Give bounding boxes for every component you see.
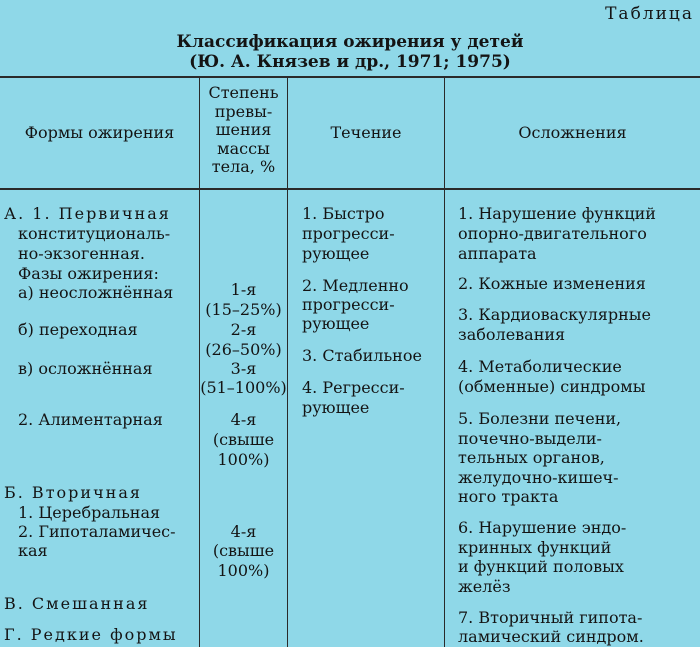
header-forms: Формы ожирения (24, 123, 175, 142)
course-line: прогресси- (302, 224, 395, 243)
complication-line: 1. Нарушение функций (458, 204, 656, 223)
form-line: Б. Вторичная (4, 483, 142, 502)
complication-line: 4. Метаболические (458, 357, 622, 376)
complication-line: аппарата (458, 244, 537, 263)
complication-line: ного тракта (458, 487, 559, 506)
degree-line: (15–25%) (205, 300, 282, 319)
degree-line: 3-я (230, 359, 257, 378)
complication-line: опорно-двигательного (458, 224, 647, 243)
complication-line: 6. Нарушение эндо- (458, 518, 627, 537)
complication-line: желёз (458, 577, 511, 596)
table-label: Таблица (605, 4, 694, 24)
complication-line: 7. Вторичный гипота- (458, 608, 643, 627)
complication-line: 2. Кожные изменения (458, 274, 646, 293)
course-line: прогресси- (302, 295, 395, 314)
complication-line: желудочно-кишеч- (458, 468, 619, 487)
form-line: б) переходная (18, 320, 138, 339)
complication-line: кринных функций (458, 538, 612, 557)
header-degree-line: Степень (208, 83, 279, 102)
header-course: Течение (330, 123, 402, 142)
form-line: а) неосложнённая (18, 283, 174, 302)
course-line: рующее (302, 244, 370, 263)
column-divider-3 (444, 77, 445, 647)
header-degree-line: шения (215, 120, 272, 139)
header-degree-line: тела, % (211, 157, 276, 176)
degree-line: 4-я (230, 522, 257, 541)
degree-line: 4-я (230, 410, 257, 429)
degree-line: 100%) (217, 561, 270, 580)
course-line: 2. Медленно (302, 276, 409, 295)
form-line: конституциональ- (18, 224, 171, 243)
complication-line: 5. Болезни печени, (458, 409, 622, 428)
form-line: А. 1. Первичная (4, 204, 171, 223)
degree-line: (свыше (212, 541, 275, 560)
complication-line: (обменные) синдромы (458, 377, 646, 396)
degree-line: (свыше (212, 430, 275, 449)
complication-line: ламический синдром. (458, 627, 644, 646)
form-line: 2. Гипоталамичес- (18, 522, 176, 541)
complication-line: 3. Кардиоваскулярные (458, 305, 651, 324)
complication-line: почечно-выдели- (458, 429, 602, 448)
complication-line: и функций половых (458, 557, 624, 576)
table-title: Классификация ожирения у детей (176, 32, 524, 52)
degree-line: 2-я (230, 320, 257, 339)
course-line: 4. Регресси- (302, 378, 405, 397)
degree-line: (26–50%) (205, 340, 282, 359)
complication-line: заболевания (458, 325, 566, 344)
course-line: рующее (302, 314, 370, 333)
degree-line: 1-я (230, 280, 257, 299)
header-degree-line: превы- (214, 101, 273, 121)
header-degree-line: массы (217, 138, 270, 158)
degree-line: 100%) (217, 450, 270, 469)
course-line: рующее (302, 398, 370, 417)
complication-line: тельных органов, (458, 448, 605, 467)
form-line: В. Смешанная (4, 594, 150, 613)
header-rule (0, 188, 700, 190)
degree-line: (51–100%) (200, 378, 287, 397)
table-subtitle: (Ю. А. Князев и др., 1971; 1975) (189, 52, 511, 72)
top-rule (0, 76, 700, 78)
column-divider-2 (287, 77, 288, 647)
form-line: 1. Церебральная (18, 503, 161, 522)
form-line: 2. Алиментарная (18, 410, 163, 429)
course-line: 1. Быстро (302, 204, 385, 223)
header-complications: Осложнения (518, 123, 627, 142)
form-line: Фазы ожирения: (18, 264, 159, 283)
form-line: в) осложнённая (18, 359, 153, 378)
form-line: но-экзогенная. (18, 244, 145, 263)
header-degree (200, 84, 287, 177)
form-line: кая (18, 541, 48, 560)
course-line: 3. Стабильное (302, 346, 422, 365)
form-line: Г. Редкие формы (4, 625, 178, 644)
